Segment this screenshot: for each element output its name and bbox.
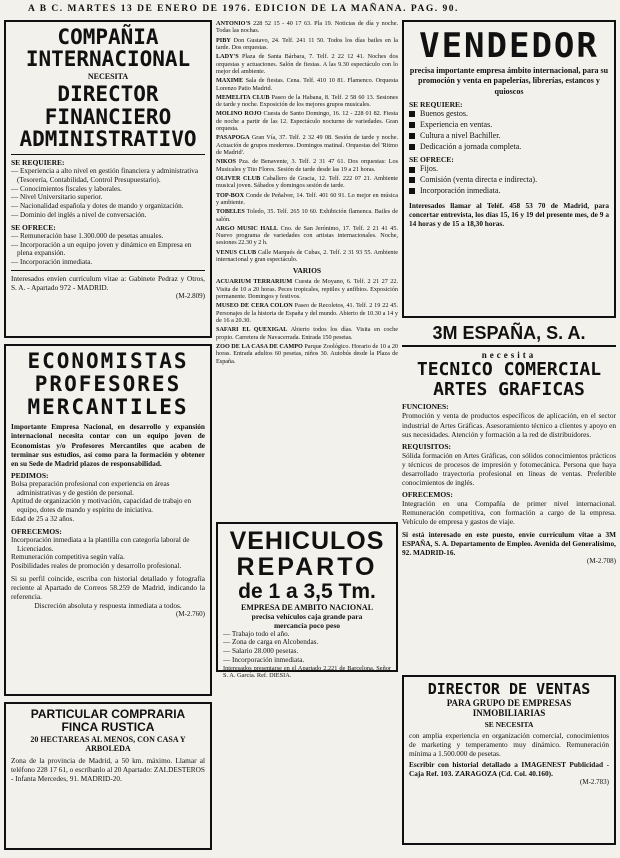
list-item: OLIVER CLUB Caballero de Gracia, 12. Telf. 222 07 21. Ambiente musical joven. Sábados y domingos sesión de tarde. [216,174,398,190]
list-item: MOLINO ROJO Cuesta de Santo Domingo, 16. 12 - 228 01 82. Fiesta de noche a partir de las 12. Espectáculo nocturno de variedades. Gran orquesta. [216,110,398,133]
list-item: Dedicación a jornada completa. [409,142,609,153]
bullet-icon [409,111,415,117]
ad-contact: Escribir con historial detallado a IMAGENEST Publicidad - Caja Ref. 103. ZARAGOZA (Cd. Col. 40.160). [409,759,609,778]
ad-vehiculos-reparto [216,522,398,680]
ad-line-5: precisa vehículos caja grande para [251,611,363,621]
list-item: Remuneración competitiva según valía. [11,553,125,562]
list-item: MAXIME Sala de fiestas. Cena. Telf. 410 10 81. Flamenco. Orquesta Lorenzo Patio Madrid. [216,77,399,92]
ad-intro: Importante Empresa Nacional, en desarrollo y expansión internacional necesita contar con un equipo joven de Economistas y/o Profesores Mercantiles que acaben de terminar sus estudios, así como para la formación y obtener en su Sede de Madrid plazos de responsabilidad. [11,422,205,468]
list-item: — Salario 28.000 pesetas. [223,647,299,656]
ad-ref: (M-2.809) [176,292,205,301]
list-item: PASAPOGA Gran Vía, 37. Telf. 2 32 49 08. Sesión de tarde y noche. Actuación de grupos modernos. Domingos matinal. Orquestas del 'Ritmo de Madrid'. [216,134,399,156]
ad-role: DIRECTOR FINANCIERO ADMINISTRATIVO [19,82,197,152]
ad-line-4: SE NECESITA [484,719,534,729]
ad-offer-head: SE OFRECE: [409,155,454,165]
listings [216,20,398,518]
list-item: NIKOS Pza. de Benavente, 3. Telf. 2 31 47 61. Dos orquestas: Los Musicales y Tito Flores. Sesión de tarde desde las 19 a 21 horas. [216,158,398,173]
list-item: — Incorporación inmediata. [223,655,305,664]
list-item: — Nivel Universitario superior. [11,193,103,202]
ad-funciones: Promoción y venta de productos específicos de aplicación, en el sector industrial de Artes Gráficas. Asesoramiento técnico a clientes y apoyo en sus necesidades. Atención y formación a la red de distribuidores. [402,411,616,439]
ad-role-1: TECNICO COMERCIAL [416,358,602,380]
ad-title: VENDEDOR [419,26,599,66]
column-right [402,20,616,854]
ad-title-3: de 1 a 3,5 Tm. [238,579,376,603]
list-item: Fijos. [409,164,609,175]
bullet-icon [409,133,415,139]
ad-req-head: SE REQUIERE: [11,158,65,168]
ad-company: COMPAÑIA INTERNACIONAL [25,25,191,72]
ad-contact: Interesados presentarse en el Apartado 2.221 de Barcelona. Señor S. A. García. Ref. DIESIA. [223,664,391,680]
ad-body: con amplia experiencia en organización comercial, conocimientos de marketing y temperamento muy dinámico. Remuneración mínima a 1.500.000 de pesetas. [409,730,609,758]
bullet-icon [409,144,415,150]
ad-title-1: PARTICULAR COMPRARIA [30,707,186,721]
column-middle [216,20,398,854]
list-item: Buenos gestos. [409,109,609,120]
list-item: — Trabajo todo el año. [223,629,290,638]
list-item: Edad de 25 a 32 años. [11,514,75,523]
ad-title-2: FINCA RUSTICA [61,719,155,734]
ad-vendedor [402,20,616,318]
ad-contact: Interesados envíen currículum vitae a: Gabinete Pedraz y Otros, S. A. - Apartado 972 - MADRID. [11,273,205,293]
list-item: ANTONIO'S 228 52 15 - 40 17 63. Pla 19. Noticias de día y noche. Todas las nochas. [216,20,399,35]
ad-ofrecemos-head: OFRECEMOS: [402,490,453,500]
ad-note: Discreción absoluta y respuesta inmediata a todos. [34,601,182,611]
ad-role: DIRECTOR DE VENTAS [427,680,591,698]
ad-ref: (M-2.708) [587,556,616,565]
list-item: Experiencia en ventas. [409,120,609,131]
ad-requisitos-head: REQUISITOS: [402,441,452,451]
list-item: Comisión (venta directa e indirecta). [409,175,609,186]
ad-offer-head: SE OFRECE: [11,222,56,232]
ad-economistas [4,344,212,696]
list-item: Bolsa preparación profesional con experiencia en áreas administrativas y de gestión de personal. [11,479,170,497]
ad-role-2: ARTES GRAFICAS [433,378,585,400]
ad-line-2: PARA GRUPO DE EMPRESAS [446,697,572,708]
list-item: LADY'S Plaza de Santa Bárbara, 7. Telf. 2 22 12 41. Noches dos orquestas y actuaciones. Salón de fiestas. A las 9.30 espectáculo con lo mejor del ambiente. [216,53,399,75]
ad-contact: Interesados llamar al Teléf. 458 53 70 de Madrid, para concertar entrevista, los días 15, 16 y 19 del presente mes, de 9 a 14 horas y de 15 a 18,30 horas. [409,200,609,228]
list-item: ARGO MUSIC HALL Cno. de San Jerónimo, 17. Telf. 2 21 41 45. Nuevo programa de variedades con artistas internacionales. Noche, sesiones 22.30 y 2 h. [216,224,398,247]
ad-pedimos-head: PEDIMOS: [11,470,49,480]
section-heading: VARIOS [292,266,322,276]
list-item: Cultura a nivel Bachiller. [409,131,609,142]
ad-3m-espana [402,324,616,669]
bullet-icon [409,122,415,128]
ad-necesita: necesita [481,349,537,360]
ad-finca-rustica [4,702,212,850]
list-item: — Experiencia a alto nivel en gestión financiera y administrativa (Tesorería, Contabilidad, Control Presupuestario). [11,167,199,184]
list-item: — Incorporación a un equipo joven y dinámico en Empresa en plena expansión. [11,240,192,258]
list-item: ACUARIUM TERRARIUM Cuesta de Moyano, 6. Telf. 2 21 27 22. Visita de 10 a 20 horas. Peces tropicales, reptiles y anfibios. Exposición permanente. Domingos y festivos. [216,278,398,300]
bullet-icon [409,188,415,194]
list-item: PIBY Don Gustavo, 24. Telf. 241 11 50. Todos los días bailes en la tarde. Dos orquestas. [216,36,398,51]
ad-company: EMPRESA DE AMBITO NACIONAL [240,602,374,612]
ad-req-head: SE REQUIERE: [409,100,463,110]
page-header: A B C. MARTES 13 DE ENERO DE 1976. EDICION DE LA MAÑANA. PAG. 90. [28,4,459,14]
ad-company: 3M ESPAÑA, S. A. [402,324,616,347]
ad-director-financiero [4,20,212,338]
column-left [4,20,212,854]
bullet-icon [409,177,415,183]
ad-ofrecemos: Integración en una Compañía de primer nivel internacional. Remuneración competitiva, con formación a cargo de la empresa. Vehículo de empresa y gastos de viaje. [402,499,616,527]
list-item: — Remuneración base 1.300.000 de pesetas anuales. [11,231,164,240]
ad-title-2: PROFESORES [34,372,182,397]
list-item: ZOO DE LA CASA DE CAMPO Parque Zoológico. Horario de 10 a 20 horas. Entrada adultos 60 pesetas, niños 30. Autobús desde la Plaza de España. [216,342,399,365]
list-item: TOP-BOX Conde de Peñalver, 14. Telf. 401 60 91. Lo mejor en música y ambiente. [216,191,399,206]
list-item: — Incorporación inmediata. [11,258,93,267]
ad-line-6: mercancía poco peso [273,620,341,630]
ad-line-3: INMOBILIARIAS [472,707,546,718]
ad-title-1: VEHICULOS [229,527,385,555]
ad-director-ventas [402,675,616,845]
list-item: Aptitud de organización y motivación, capacidad de trabajo en equipo, dotes de mando y espíritu de iniciativa. [11,497,192,515]
list-item: — Dominio del inglés a nivel de conversación. [11,211,147,220]
list-item: Posibilidades reales de promoción y desarrollo profesional. [11,562,182,571]
ad-funciones-head: FUNCIONES: [402,402,449,412]
ad-title-2: REPARTO [236,553,378,582]
ad-req-list [11,167,205,220]
list-item: — Zona de carga en Alcobendas. [223,638,319,647]
list-item: — Nacionalidad española y dotes de mando y organización. [11,202,184,211]
list-item: SAFARI EL QUEXIGAL Abierto todos los días. Visita en coche propio. Carretera de Navacerrada. Entrada 150 pesetas. [216,326,398,341]
list-item: Incorporación inmediata a la plantilla con categoría laboral de Licenciados. [11,535,190,553]
ad-ref: (M-2.760) [176,610,205,619]
ad-necesita: NECESITA [87,72,129,82]
ad-requisitos: Sólida formación en Artes Gráficas, con sólidos conocimientos prácticos y técnicos de procesos de impresión y fotomecánica. Persona que haya desarrollado trayectoria profesional en líneas de ventas. Preferible conocimientos de inglés. [402,450,616,488]
ad-ofrecemos-head: OFRECEMOS: [11,526,62,536]
list-item: MUSEO DE CERA COLON Paseo de Recoletos, 41. Telf. 2 19 22 45. Personajes de la historia de España y del mundo. Abierto de 10.30 a 14 y de 16 a 20.30. [216,302,399,324]
ad-body: Zona de la provincia de Madrid, a 50 km. máximo. Llamar al teléfono 228 17 61, o escríbanlo al 20 Apartado: ZALDESTEROS - Infanta Mercedes, 91. MADRID-20. [11,756,205,784]
ad-contact: Si su perfil coincide, escriba con historial detallado y fotografía reciente al Apartado de Correos 58.259 de Madrid, indicando la referencia. [11,573,205,602]
list-item: — Conocimientos fiscales y laborales. [11,184,122,193]
ad-intro: precisa importante empresa ámbito internacional, para su promoción y venta en papelerías, librerías, estancos y quioscos [409,66,609,96]
ad-title-3: 20 HECTAREAS AL MENOS, CON CASA Y ARBOLEDA [30,735,186,754]
list-item: Incorporación inmediata. [409,186,609,197]
list-item: VENUS CLUB Calle Marqués de Cubas, 2. Telf. 2 31 93 55. Ambiente internacional y gran espectáculo. [216,248,398,264]
bullet-icon [409,167,415,173]
list-item: MEMELITA CLUB Paseo de la Habana, 8. Telf. 2 58 60 13. Sesiones de tarde y noche. Exposición de los mejores grupos musicales. [216,93,398,109]
ad-contact: Si está interesado en este puesto, envíe currículum vitae a 3M ESPAÑA, S. A. Departamento de Empleo. Avenida del Generalísimo, 92. MADRID-16. [402,529,616,557]
ad-title-1: ECONOMISTAS [27,349,189,373]
ad-title-3: MERCANTILES [27,395,189,420]
list-item: TOBELES Toledo, 35. Telf. 265 10 60. Exhibición flamenca. Bailes de salón. [216,208,399,223]
ad-ref: (M-2.783) [580,778,609,787]
